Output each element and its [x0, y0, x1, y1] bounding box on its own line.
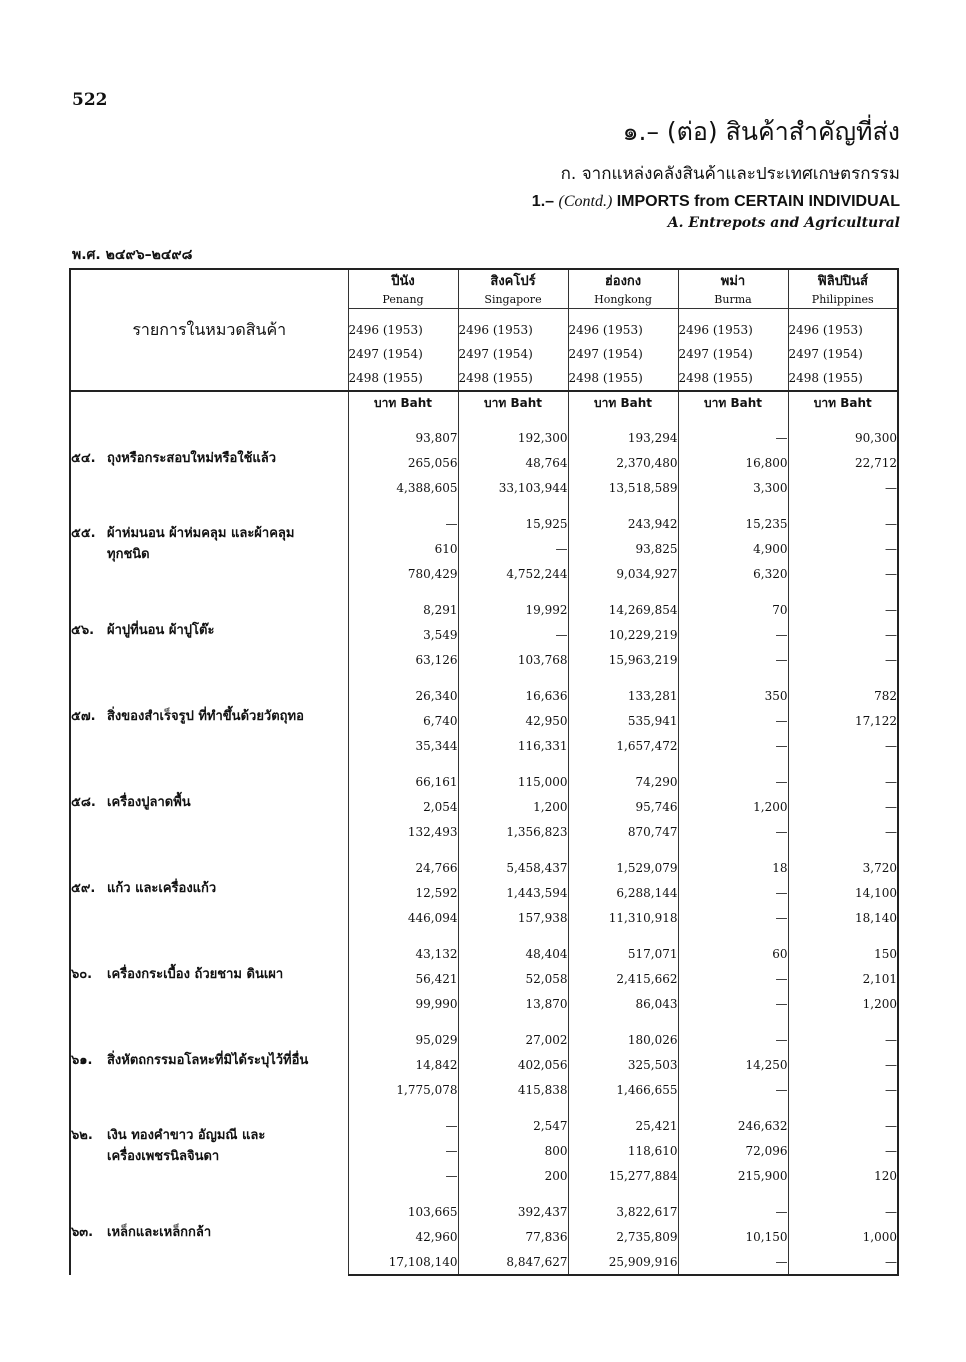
value-cell: — — [788, 586, 898, 622]
year-label: 2498 (1955) — [788, 366, 898, 391]
value-cell: — — [678, 733, 788, 758]
table-row — [70, 1188, 898, 1224]
value-cell: 2,547 — [458, 1102, 568, 1138]
value-cell: — — [678, 414, 788, 450]
value-cell: 14,250 — [678, 1052, 788, 1077]
item-name: สิ่งของสำเร็จรูป ที่ทำขึ้นด้วยวัตถุทอ — [107, 708, 304, 724]
title-english-main: IMPORTS from CERTAIN INDIVIDUAL — [616, 193, 900, 210]
value-cell: 1,529,079 — [568, 844, 678, 880]
year-label: 2496 (1953) — [348, 318, 458, 342]
item-name: แก้ว และเครื่องแก้ว — [107, 880, 217, 896]
item-number: ๖๐. — [71, 966, 93, 982]
value-cell: 610 — [348, 536, 458, 561]
value-cell: 132,493 — [348, 819, 458, 844]
value-cell: 74,290 — [568, 758, 678, 794]
value-cell: 95,029 — [348, 1016, 458, 1052]
year-label: 2498 (1955) — [568, 366, 678, 391]
value-cell: 800 — [458, 1138, 568, 1163]
item-number: ๕๘. — [71, 794, 96, 810]
value-cell: 90,300 — [788, 414, 898, 450]
value-cell: 12,592 — [348, 880, 458, 905]
value-cell: — — [788, 1188, 898, 1224]
value-cell: — — [788, 1016, 898, 1052]
title-english-contd: (Contd.) — [558, 193, 613, 210]
value-cell: 25,909,916 — [568, 1249, 678, 1275]
value-cell: 6,288,144 — [568, 880, 678, 905]
item-name: ผ้าปูที่นอน ผ้าปูโต๊ะ — [107, 622, 215, 638]
table-row — [70, 758, 898, 794]
value-cell: 517,071 — [568, 930, 678, 966]
value-cell: 200 — [458, 1163, 568, 1188]
value-cell: 52,058 — [458, 966, 568, 991]
item-name: เครื่องปูลาดพื้น — [107, 794, 191, 810]
year-label: 2497 (1954) — [348, 342, 458, 366]
value-cell: — — [788, 561, 898, 586]
value-cell: 93,807 — [348, 414, 458, 450]
value-cell: 325,503 — [568, 1052, 678, 1077]
value-cell: 33,103,944 — [458, 475, 568, 500]
year-range: พ.ศ. ๒๔๙๖–๒๔๙๘ — [72, 247, 193, 263]
value-cell: 18 — [678, 844, 788, 880]
subtitle-thai: ก. จากแหล่งคลังสินค้าและประเทศเกษตรกรรม — [560, 164, 900, 184]
value-cell: 3,720 — [788, 844, 898, 880]
item-label — [70, 414, 348, 500]
value-cell: 1,000 — [788, 1224, 898, 1249]
year-label: 2498 (1955) — [458, 366, 568, 391]
value-cell: 15,235 — [678, 500, 788, 536]
item-label — [70, 1016, 348, 1102]
value-cell: 402,056 — [458, 1052, 568, 1077]
item-name-continued: เครื่องเพชรนิลจินดา — [107, 1149, 220, 1164]
value-cell: 4,900 — [678, 536, 788, 561]
value-cell: — — [348, 1138, 458, 1163]
item-name: เงิน ทองคำขาว อัญมณี และ — [107, 1128, 266, 1143]
item-label — [70, 1188, 348, 1275]
value-cell: 157,938 — [458, 905, 568, 930]
value-cell: — — [788, 733, 898, 758]
unit-label: บาท Baht — [568, 391, 678, 414]
value-cell: — — [678, 966, 788, 991]
value-cell: 14,842 — [348, 1052, 458, 1077]
value-cell: 535,941 — [568, 708, 678, 733]
value-cell: — — [788, 758, 898, 794]
item-number: ๖๑. — [71, 1052, 93, 1068]
value-cell: 180,026 — [568, 1016, 678, 1052]
year-label: 2497 (1954) — [788, 342, 898, 366]
value-cell: — — [678, 905, 788, 930]
country-header-hongkong: ฮ่องกง Hongkong — [568, 269, 678, 318]
unit-label: บาท Baht — [788, 391, 898, 414]
value-cell: 13,518,589 — [568, 475, 678, 500]
value-cell: 2,054 — [348, 794, 458, 819]
value-cell: 415,838 — [458, 1077, 568, 1102]
value-cell: 16,636 — [458, 672, 568, 708]
value-cell: — — [678, 1077, 788, 1102]
item-name: ถุงหรือกระสอบใหม่หรือใช้แล้ว — [107, 450, 277, 466]
value-cell: 25,421 — [568, 1102, 678, 1138]
value-cell: 42,950 — [458, 708, 568, 733]
table-row — [70, 586, 898, 622]
value-cell: 1,443,594 — [458, 880, 568, 905]
value-cell: — — [678, 647, 788, 672]
item-column-header: รายการในหมวดสินค้า — [70, 269, 348, 391]
item-label — [70, 672, 348, 758]
value-cell: 1,200 — [678, 794, 788, 819]
value-cell: — — [788, 536, 898, 561]
value-cell: 42,960 — [348, 1224, 458, 1249]
title-english-prefix: 1.– — [531, 193, 555, 210]
value-cell: — — [788, 622, 898, 647]
value-cell: 14,100 — [788, 880, 898, 905]
value-cell: 2,101 — [788, 966, 898, 991]
value-cell: — — [348, 500, 458, 536]
value-cell: — — [788, 1138, 898, 1163]
value-cell: 3,822,617 — [568, 1188, 678, 1224]
value-cell: — — [678, 880, 788, 905]
value-cell: 446,094 — [348, 905, 458, 930]
value-cell: 133,281 — [568, 672, 678, 708]
value-cell: 9,034,927 — [568, 561, 678, 586]
value-cell: 265,056 — [348, 450, 458, 475]
value-cell: 77,836 — [458, 1224, 568, 1249]
item-label — [70, 586, 348, 672]
value-cell: 1,200 — [458, 794, 568, 819]
year-label: 2496 (1953) — [458, 318, 568, 342]
value-cell: — — [678, 1249, 788, 1275]
value-cell: 17,108,140 — [348, 1249, 458, 1275]
value-cell: 392,437 — [458, 1188, 568, 1224]
value-cell: — — [348, 1163, 458, 1188]
value-cell: — — [678, 622, 788, 647]
value-cell: 1,657,472 — [568, 733, 678, 758]
value-cell: 150 — [788, 930, 898, 966]
title-block — [532, 112, 900, 231]
value-cell: 215,900 — [678, 1163, 788, 1188]
item-label — [70, 758, 348, 844]
table-row — [70, 500, 898, 536]
value-cell: 870,747 — [568, 819, 678, 844]
item-name: เครื่องกระเบื้อง ถ้วยชาม ดินเผา — [107, 966, 284, 982]
country-header-burma: พม่า Burma — [678, 269, 788, 318]
value-cell: — — [678, 819, 788, 844]
value-cell: 6,740 — [348, 708, 458, 733]
value-cell: 16,800 — [678, 450, 788, 475]
year-label: 2498 (1955) — [348, 366, 458, 391]
value-cell: 63,126 — [348, 647, 458, 672]
value-cell: 99,990 — [348, 991, 458, 1016]
value-cell: 1,466,655 — [568, 1077, 678, 1102]
value-cell: 93,825 — [568, 536, 678, 561]
value-cell: — — [788, 1052, 898, 1077]
value-cell: — — [788, 819, 898, 844]
value-cell: 70 — [678, 586, 788, 622]
value-cell: 3,300 — [678, 475, 788, 500]
table-row — [70, 414, 898, 450]
value-cell: 15,925 — [458, 500, 568, 536]
value-cell: 782 — [788, 672, 898, 708]
item-number: ๕๔. — [71, 450, 96, 466]
year-label: 2498 (1955) — [678, 366, 788, 391]
year-label: 2496 (1953) — [788, 318, 898, 342]
value-cell: 13,870 — [458, 991, 568, 1016]
value-cell: 15,277,884 — [568, 1163, 678, 1188]
value-cell: 3,549 — [348, 622, 458, 647]
value-cell: 780,429 — [348, 561, 458, 586]
table-row — [70, 844, 898, 880]
value-cell: 5,458,437 — [458, 844, 568, 880]
page-number: 522 — [72, 90, 108, 110]
item-name: สิ่งหัตถกรรมอโลหะที่มิได้ระบุไว้ที่อื่น — [107, 1052, 309, 1068]
value-cell: 118,610 — [568, 1138, 678, 1163]
table-row — [70, 930, 898, 966]
table-row — [70, 672, 898, 708]
title-english — [532, 193, 900, 211]
value-cell: 10,150 — [678, 1224, 788, 1249]
value-cell: — — [788, 1077, 898, 1102]
value-cell: 2,415,662 — [568, 966, 678, 991]
value-cell: 48,764 — [458, 450, 568, 475]
value-cell: 2,370,480 — [568, 450, 678, 475]
value-cell: 246,632 — [678, 1102, 788, 1138]
value-cell: 10,229,219 — [568, 622, 678, 647]
value-cell: — — [678, 1016, 788, 1052]
value-cell: 4,388,605 — [348, 475, 458, 500]
value-cell: 116,331 — [458, 733, 568, 758]
value-cell: 8,291 — [348, 586, 458, 622]
unit-label: บาท Baht — [348, 391, 458, 414]
value-cell: 86,043 — [568, 991, 678, 1016]
value-cell: — — [788, 1102, 898, 1138]
country-header-philippines: ฟิลิปปินส์ Philippines — [788, 269, 898, 318]
value-cell: 66,161 — [348, 758, 458, 794]
value-cell: 43,132 — [348, 930, 458, 966]
table-row — [70, 1102, 898, 1138]
item-number: ๕๙. — [71, 880, 96, 896]
value-cell: 15,963,219 — [568, 647, 678, 672]
value-cell: — — [788, 794, 898, 819]
item-number: ๕๕. — [71, 526, 96, 541]
unit-label: บาท Baht — [678, 391, 788, 414]
value-cell: 27,002 — [458, 1016, 568, 1052]
value-cell: 22,712 — [788, 450, 898, 475]
value-cell: — — [788, 475, 898, 500]
value-cell: 350 — [678, 672, 788, 708]
table-row — [70, 1016, 898, 1052]
unit-row-spacer — [70, 391, 348, 414]
value-cell: 2,735,809 — [568, 1224, 678, 1249]
value-cell: 103,665 — [348, 1188, 458, 1224]
value-cell: 48,404 — [458, 930, 568, 966]
item-label — [70, 930, 348, 1016]
value-cell: — — [678, 1188, 788, 1224]
value-cell: 19,992 — [458, 586, 568, 622]
value-cell: 192,300 — [458, 414, 568, 450]
country-header-singapore: สิงคโปร์ Singapore — [458, 269, 568, 318]
value-cell: 14,269,854 — [568, 586, 678, 622]
value-cell: 4,752,244 — [458, 561, 568, 586]
year-label: 2497 (1954) — [568, 342, 678, 366]
unit-row — [70, 391, 898, 414]
value-cell: 17,122 — [788, 708, 898, 733]
country-header-penang: ปีนัง Penang — [348, 269, 458, 318]
value-cell: 243,942 — [568, 500, 678, 536]
value-cell: — — [678, 758, 788, 794]
item-label — [70, 844, 348, 930]
value-cell: 35,344 — [348, 733, 458, 758]
item-number: ๖๓. — [71, 1225, 94, 1240]
value-cell: 6,320 — [678, 561, 788, 586]
value-cell: 60 — [678, 930, 788, 966]
value-cell: 120 — [788, 1163, 898, 1188]
item-number: ๕๖. — [71, 622, 95, 638]
value-cell: 72,096 — [678, 1138, 788, 1163]
item-number: ๕๗. — [71, 708, 96, 724]
value-cell: — — [348, 1102, 458, 1138]
value-cell: 1,775,078 — [348, 1077, 458, 1102]
item-label — [70, 1102, 348, 1188]
year-label: 2496 (1953) — [678, 318, 788, 342]
value-cell: 18,140 — [788, 905, 898, 930]
value-cell: 115,000 — [458, 758, 568, 794]
value-cell: 103,768 — [458, 647, 568, 672]
value-cell: — — [678, 708, 788, 733]
value-cell: 8,847,627 — [458, 1249, 568, 1275]
item-label — [70, 500, 348, 586]
imports-table — [69, 268, 899, 1276]
value-cell: 56,421 — [348, 966, 458, 991]
unit-label: บาท Baht — [458, 391, 568, 414]
value-cell: 11,310,918 — [568, 905, 678, 930]
subtitle-english: A. Entrepots and Agricultural — [667, 215, 900, 231]
title-thai: ๑.– (ต่อ) สินค้าสำคัญที่ส่ง — [622, 117, 900, 146]
item-name: เหล็กและเหล็กกล้า — [107, 1225, 212, 1240]
value-cell: — — [458, 622, 568, 647]
item-name-continued: ทุกชนิด — [107, 547, 150, 562]
value-cell: 24,766 — [348, 844, 458, 880]
value-cell: — — [788, 500, 898, 536]
value-cell: 1,200 — [788, 991, 898, 1016]
value-cell: — — [678, 991, 788, 1016]
value-cell: — — [788, 647, 898, 672]
value-cell: 193,294 — [568, 414, 678, 450]
value-cell: 95,746 — [568, 794, 678, 819]
value-cell: — — [458, 536, 568, 561]
year-label: 2497 (1954) — [458, 342, 568, 366]
year-label: 2497 (1954) — [678, 342, 788, 366]
value-cell: 1,356,823 — [458, 819, 568, 844]
item-number: ๖๒. — [71, 1128, 93, 1143]
value-cell: — — [788, 1249, 898, 1275]
item-name: ผ้าห่มนอน ผ้าห่มคลุม และผ้าคลุม — [107, 526, 295, 541]
year-label: 2496 (1953) — [568, 318, 678, 342]
value-cell: 26,340 — [348, 672, 458, 708]
